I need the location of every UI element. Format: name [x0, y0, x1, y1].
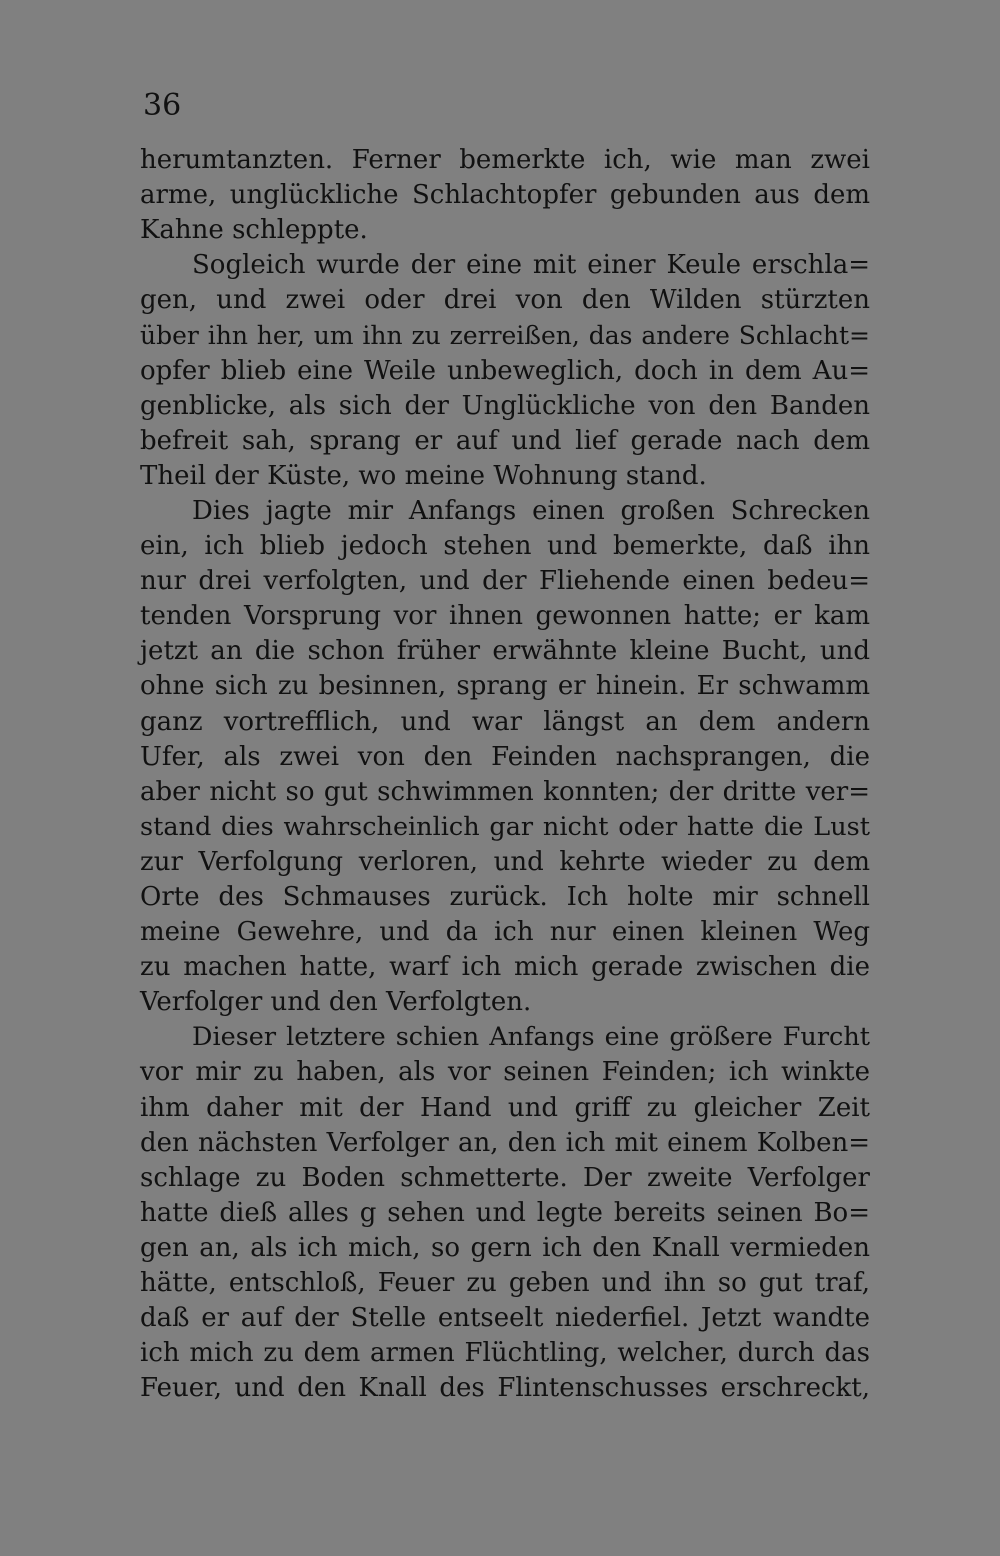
page-number: 36 [143, 88, 182, 123]
text-line: hätte, entschloß, Feuer zu geben und ihn so gut traf, [140, 1268, 870, 1298]
text-line: Verfolger und den Verfolgten. [140, 987, 532, 1018]
text-line: vor mir zu haben, als vor seinen Feinden; ich winkte [140, 1057, 870, 1088]
text-line: stand dies wahrscheinlich gar nicht oder hatte die Lust [140, 811, 870, 842]
text-line: genblicke, als sich der Unglückliche von den Banden [140, 390, 870, 421]
text-line: gen, und zwei oder drei von den Wilden stürzten [140, 285, 870, 316]
text-line: Dies jagte mir Anfangs einen großen Schrecken [192, 495, 870, 526]
text-line: jetzt an die schon früher erwähnte kleine Bucht, und [140, 636, 870, 667]
text-line: Orte des Schmauses zurück. Ich holte mir schnell [140, 881, 870, 912]
text-line: ich mich zu dem armen Flüchtling, welcher, durch das [140, 1338, 870, 1369]
text-line: arme, unglückliche Schlachtopfer gebunden aus dem [140, 180, 870, 211]
text-line: meine Gewehre, und da ich nur einen kleinen Weg [140, 917, 870, 948]
text-line: Feuer, und den Knall des Flintenschusses erschreckt, [140, 1373, 870, 1404]
text-line: ohne sich zu besinnen, sprang er hinein. Er schwamm [140, 671, 870, 702]
text-line: schlage zu Boden schmetterte. Der zweite Verfolger [140, 1162, 870, 1193]
text-line: Theil der Küste, wo meine Wohnung stand. [140, 460, 707, 491]
text-line: zur Verfolgung verloren, und kehrte wieder zu dem [140, 846, 870, 877]
text-line: hatte dieß alles g sehen und legte bereits seinen Bo= [140, 1197, 870, 1228]
text-line: aber nicht so gut schwimmen konnten; der dritte ver= [140, 776, 870, 807]
text-line: über ihn her, um ihn zu zerreißen, das andere Schlacht= [140, 321, 870, 351]
text-line: tenden Vorsprung vor ihnen gewonnen hatte; er kam [140, 601, 870, 632]
text-line: gen an, als ich mich, so gern ich den Knall vermieden [140, 1232, 870, 1263]
text-line: nur drei verfolgten, und der Fliehende einen bedeu= [140, 566, 870, 597]
text-line: zu machen hatte, warf ich mich gerade zwischen die [140, 952, 870, 983]
text-line: Dieser letztere schien Anfangs eine größere Furcht [192, 1022, 870, 1053]
text-line: ein, ich blieb jedoch stehen und bemerkte, daß ihn [140, 531, 870, 562]
text-line: opfer blieb eine Weile unbeweglich, doch in dem Au= [140, 355, 870, 386]
text-line: befreit sah, sprang er auf und lief gerade nach dem [140, 425, 870, 456]
text-line: den nächsten Verfolger an, den ich mit einem Kolben= [140, 1127, 870, 1158]
body-text [140, 143, 870, 1406]
text-line: daß er auf der Stelle entseelt niederfiel. Jetzt wandte [140, 1303, 870, 1334]
text-line: ihm daher mit der Hand und griff zu gleicher Zeit [140, 1092, 870, 1123]
text-line: herumtanzten. Ferner bemerkte ich, wie man zwei [140, 145, 870, 175]
text-line: Sogleich wurde der eine mit einer Keule erschla= [192, 250, 870, 281]
text-line: ganz vortrefflich, und war längst an dem andern [140, 706, 870, 737]
text-line: Ufer, als zwei von den Feinden nachsprangen, die [140, 741, 870, 772]
text-line: Kahne schleppte. [140, 215, 368, 246]
